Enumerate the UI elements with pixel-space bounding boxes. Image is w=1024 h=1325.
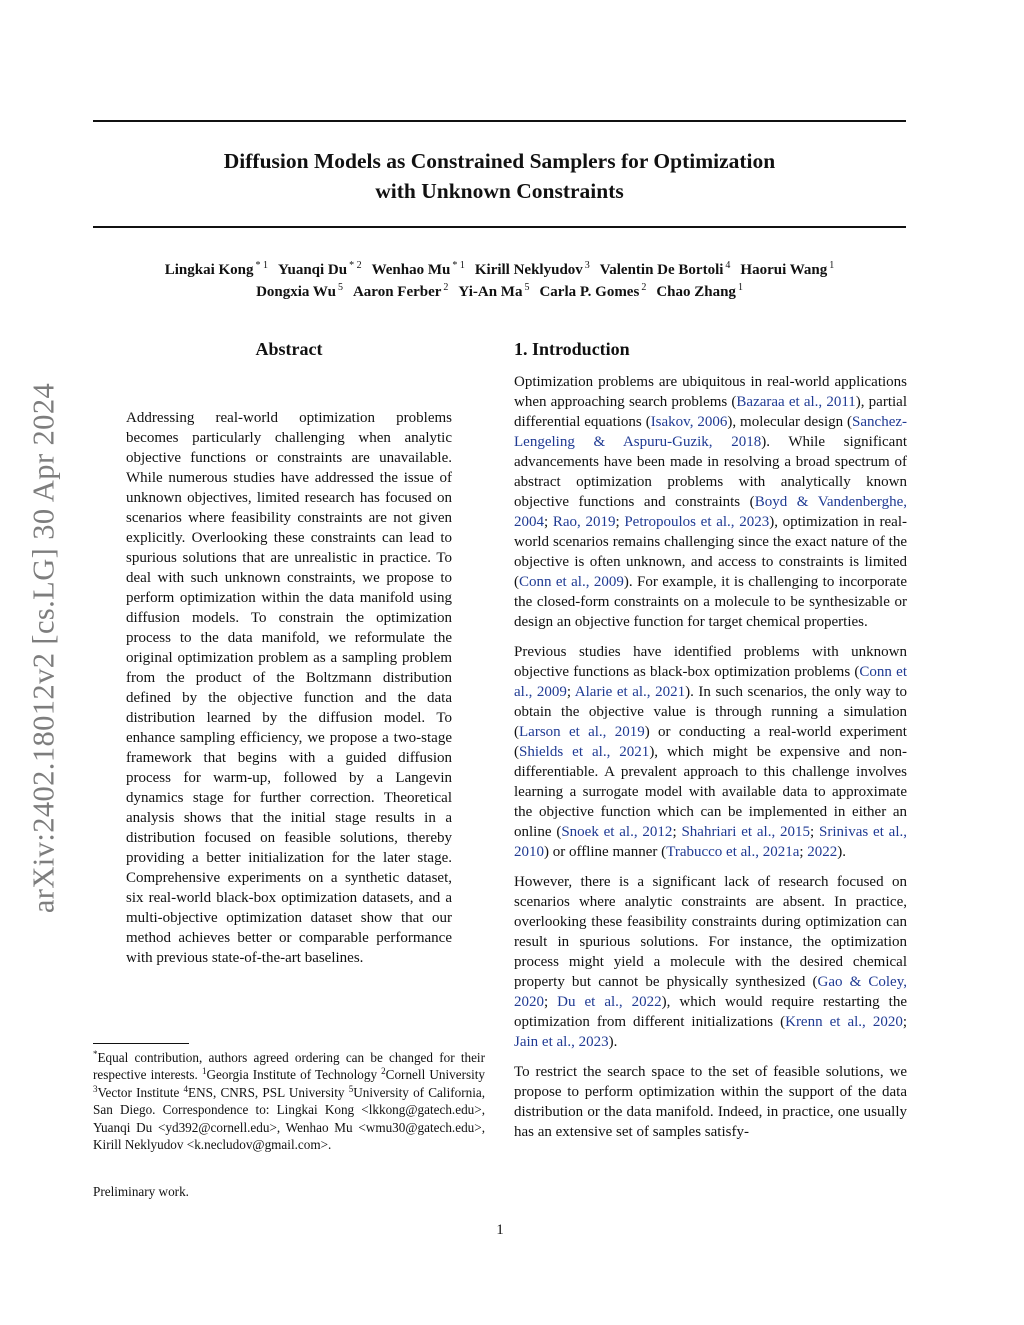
author-affiliation-mark: * 2 [349,260,362,271]
paragraph-text: ). [608,1034,618,1050]
paragraph-text: ; [810,824,820,840]
citation-link[interactable]: Trabucco et al., 2021a [666,844,800,860]
author-affiliation-mark: 2 [443,282,449,293]
citation-link[interactable]: Rao, 2019 [552,514,616,530]
intro-paragraph-2 [514,642,907,862]
paragraph-text: ; [672,824,682,840]
introduction-body [514,372,907,1152]
paragraph-text: Optimization problems are ubiquitous in real-world applications when approaching search problems ( [514,374,907,410]
paragraph-text: ). In such scenarios, the only way to obtain the objective value is through running a simulation ( [514,684,907,740]
paragraph-text: ; [566,684,575,700]
affiliation-1: Georgia Institute of Technology [206,1067,378,1083]
abstract-heading: Abstract [255,339,323,359]
citation-link[interactable]: Snoek et al., 2012 [561,824,673,840]
author-name: Lingkai Kong $^{* 1}$ [164,260,269,278]
citation-link[interactable]: Larson et al., 2019 [519,724,645,740]
citation-link[interactable]: Boyd & Vandenberghe, 2004 [514,494,907,530]
author-affiliation-mark: 3 [584,260,590,271]
paragraph-text: ) or conducting a real-world experiment ( [514,724,907,760]
citation-link[interactable]: Conn et al., 2009 [519,574,624,590]
author-affiliation-mark: 5 [337,282,343,293]
citation-link[interactable]: Krenn et al., 2020 [785,1014,903,1030]
paragraph-text: ). While significant advancements have been made in resolving a broad spectrum of abstract optimization problems with analytically known objective functions and constraints ( [514,434,907,510]
correspondence-note: Correspondence to: Lingkai Kong <lkkong@gatech.edu>, Yuanqi Du <yd392@cornell.edu>, Wenhao Mu <wmu30@gatech.edu>, Kirill Neklyudov <k.necludov@gmail.com>. [93,1102,485,1153]
author-name: Aaron Ferber $^2$ [352,282,449,300]
footnote-equal-contribution: Equal contribution, authors agreed ordering can be changed for their respective interests. [93,1050,485,1083]
paragraph-text: ), partial differential equations ( [514,394,907,430]
intro-paragraph-4 [514,1062,907,1142]
citation-link[interactable]: Srinivas et al., 2010 [514,824,908,860]
intro-paragraph-3 [514,872,907,1052]
author-list-line-2 [93,284,906,301]
author-affiliation-mark: 1 [737,282,743,293]
citation-link[interactable]: Alarie et al., 2021 [574,684,686,700]
citation-link[interactable]: Petropoulos et al., 2023 [624,514,770,530]
paper-title [93,146,906,206]
paragraph-text: ), molecular design ( [727,414,853,430]
footnote-mark-equal: * [93,1049,98,1059]
paragraph-text: ; [799,844,808,860]
author-name: Kirill Neklyudov $^3$ [474,260,590,278]
footnote-divider [93,1043,189,1044]
author-name: Valentin De Bortoli $^4$ [599,260,731,278]
author-name: Wenhao Mu $^{* 1}$ [371,260,465,278]
author-name: Chao Zhang $^1$ [656,282,743,300]
paragraph-text: ; [544,514,553,530]
title-rule-top [93,120,906,122]
paragraph-text: ) or offline manner ( [544,844,667,860]
title-line-2: with Unknown Constraints [375,179,624,203]
author-list-line-1 [93,262,906,279]
affiliation-3: Vector Institute [97,1084,180,1100]
arxiv-identifier-stamp: arXiv:2402.18012v2 [cs.LG] 30 Apr 2024 [26,382,61,914]
paragraph-text: ). For example, it is challenging to incorporate the closed-form constraints on a molecule to be synthesizable or design an objective function for target chemical properties. [514,574,908,630]
author-affiliation-mark: 4 [725,260,731,271]
author-name: Carla P. Gomes $^2$ [539,282,647,300]
paragraph-text: Previous studies have identified problems with unknown objective functions as black-box optimization problems ( [514,644,907,680]
title-line-1: Diffusion Models as Constrained Samplers for Optimization [223,149,776,173]
affiliation-2: Cornell University [385,1067,486,1083]
citation-link[interactable]: Sanchez-Lengeling & Aspuru-Guzik, 2018 [514,414,907,450]
affiliation-5: University of California, San Diego. [93,1084,486,1118]
footnote-mark-2: 2 [381,1066,386,1077]
title-rule-bottom [93,226,906,228]
author-affiliation-mark: * 1 [452,260,465,271]
paragraph-text: To restrict the search space to the set of feasible solutions, we propose to perform optimization within the support of the data distribution or the data manifold. Indeed, in practice, one usually has an extensive set of samples satisfy- [514,1064,907,1140]
author-affiliation-mark: 1 [829,260,835,271]
author-name: Yuanqi Du $^{* 2}$ [278,260,362,278]
paragraph-text: ), which would require restarting the optimization from different initializations ( [514,994,907,1030]
paragraph-text: ; [615,514,625,530]
paragraph-text: ). [837,844,847,860]
paragraph-text: ; [544,994,558,1010]
citation-link[interactable]: Shahriari et al., 2015 [681,824,811,840]
author-name: Dongxia Wu $^5$ [256,282,343,300]
introduction-heading: 1. Introduction [514,339,630,359]
citation-link[interactable]: Gao & Coley, 2020 [514,974,907,1010]
citation-link[interactable]: Isakov, 2006 [650,414,728,430]
page-number: 1 [496,1222,504,1238]
paragraph-text: ; [902,1014,907,1030]
citation-link[interactable]: Shields et al., 2021 [519,744,650,760]
paragraph-text: ), optimization in real-world scenarios remains challenging since the exact nature of the objective is often unknown, and access to constraints is limited ( [514,514,907,590]
footnote-mark-3: 3 [93,1083,98,1094]
paragraph-text: However, there is a significant lack of research focused on scenarios where analytic constraints are absent. In practice, overlooking these feasibility constraints during optimization can result in spurious solutions. For instance, the optimization process might yield a molecule with the desired chemical property but cannot be physically synthesized ( [514,874,907,990]
intro-paragraph-1 [514,372,907,632]
author-affiliation-mark: 5 [524,282,530,293]
author-affiliation-mark: * 1 [255,260,269,271]
affiliation-4: ENS, CNRS, PSL University [188,1084,345,1100]
author-name: Haorui Wang $^1$ [740,260,835,278]
paragraph-text: ), which might be expensive and non-differentiable. A prevalent approach to this challenge involves learning a surrogate model with available data to approximate the objective function which can be implemented in either an online ( [514,744,907,840]
footnote-mark-1: 1 [201,1066,207,1077]
footnote-mark-4: 4 [183,1083,189,1094]
citation-link[interactable]: Jain et al., 2023 [514,1034,609,1050]
citation-link[interactable]: Bazaraa et al., 2011 [736,394,856,410]
author-affiliation-mark: 2 [641,282,647,293]
footnote-mark-5: 5 [348,1083,354,1094]
affiliation-footnote [93,1049,485,1153]
author-name: Yi-An Ma $^5$ [458,282,530,300]
citation-link[interactable]: Du et al., 2022 [557,994,662,1010]
preliminary-note: Preliminary work. [93,1184,189,1199]
citation-link[interactable]: Conn et al., 2009 [514,664,907,700]
citation-link[interactable]: 2022 [807,844,838,860]
abstract-text: Addressing real-world optimization problems becomes particularly challenging when analytic objective functions or constraints are unavailable. While numerous studies have addressed the issue of unknown objectives, limited research has focused on scenarios where feasibility constraints are not given explicitly. Overlooking these constraints can lead to spurious solutions that are unrealistic in practice. To deal with such unknown constraints, we propose to perform optimization within the data manifold using diffusion models. To constrain the optimization process to the data manifold, we reformulate the original optimization problem as a sampling problem from the product of the Boltzmann distribution defined by the objective function and the data distribution learned by the diffusion model. To enhance sampling efficiency, we propose a two-stage framework that begins with a guided diffusion process for warm-up, followed by a Langevin dynamics stage for further correction. Theoretical analysis shows that the initial stage results in a distribution focused on feasible solutions, thereby providing a better initialization for the later stage. Comprehensive experiments on a synthetic dataset, six real-world black-box optimization datasets, and a multi-objective optimization dataset show that our method achieves better or comparable performance with previous state-of-the-art baselines. [126,410,452,966]
